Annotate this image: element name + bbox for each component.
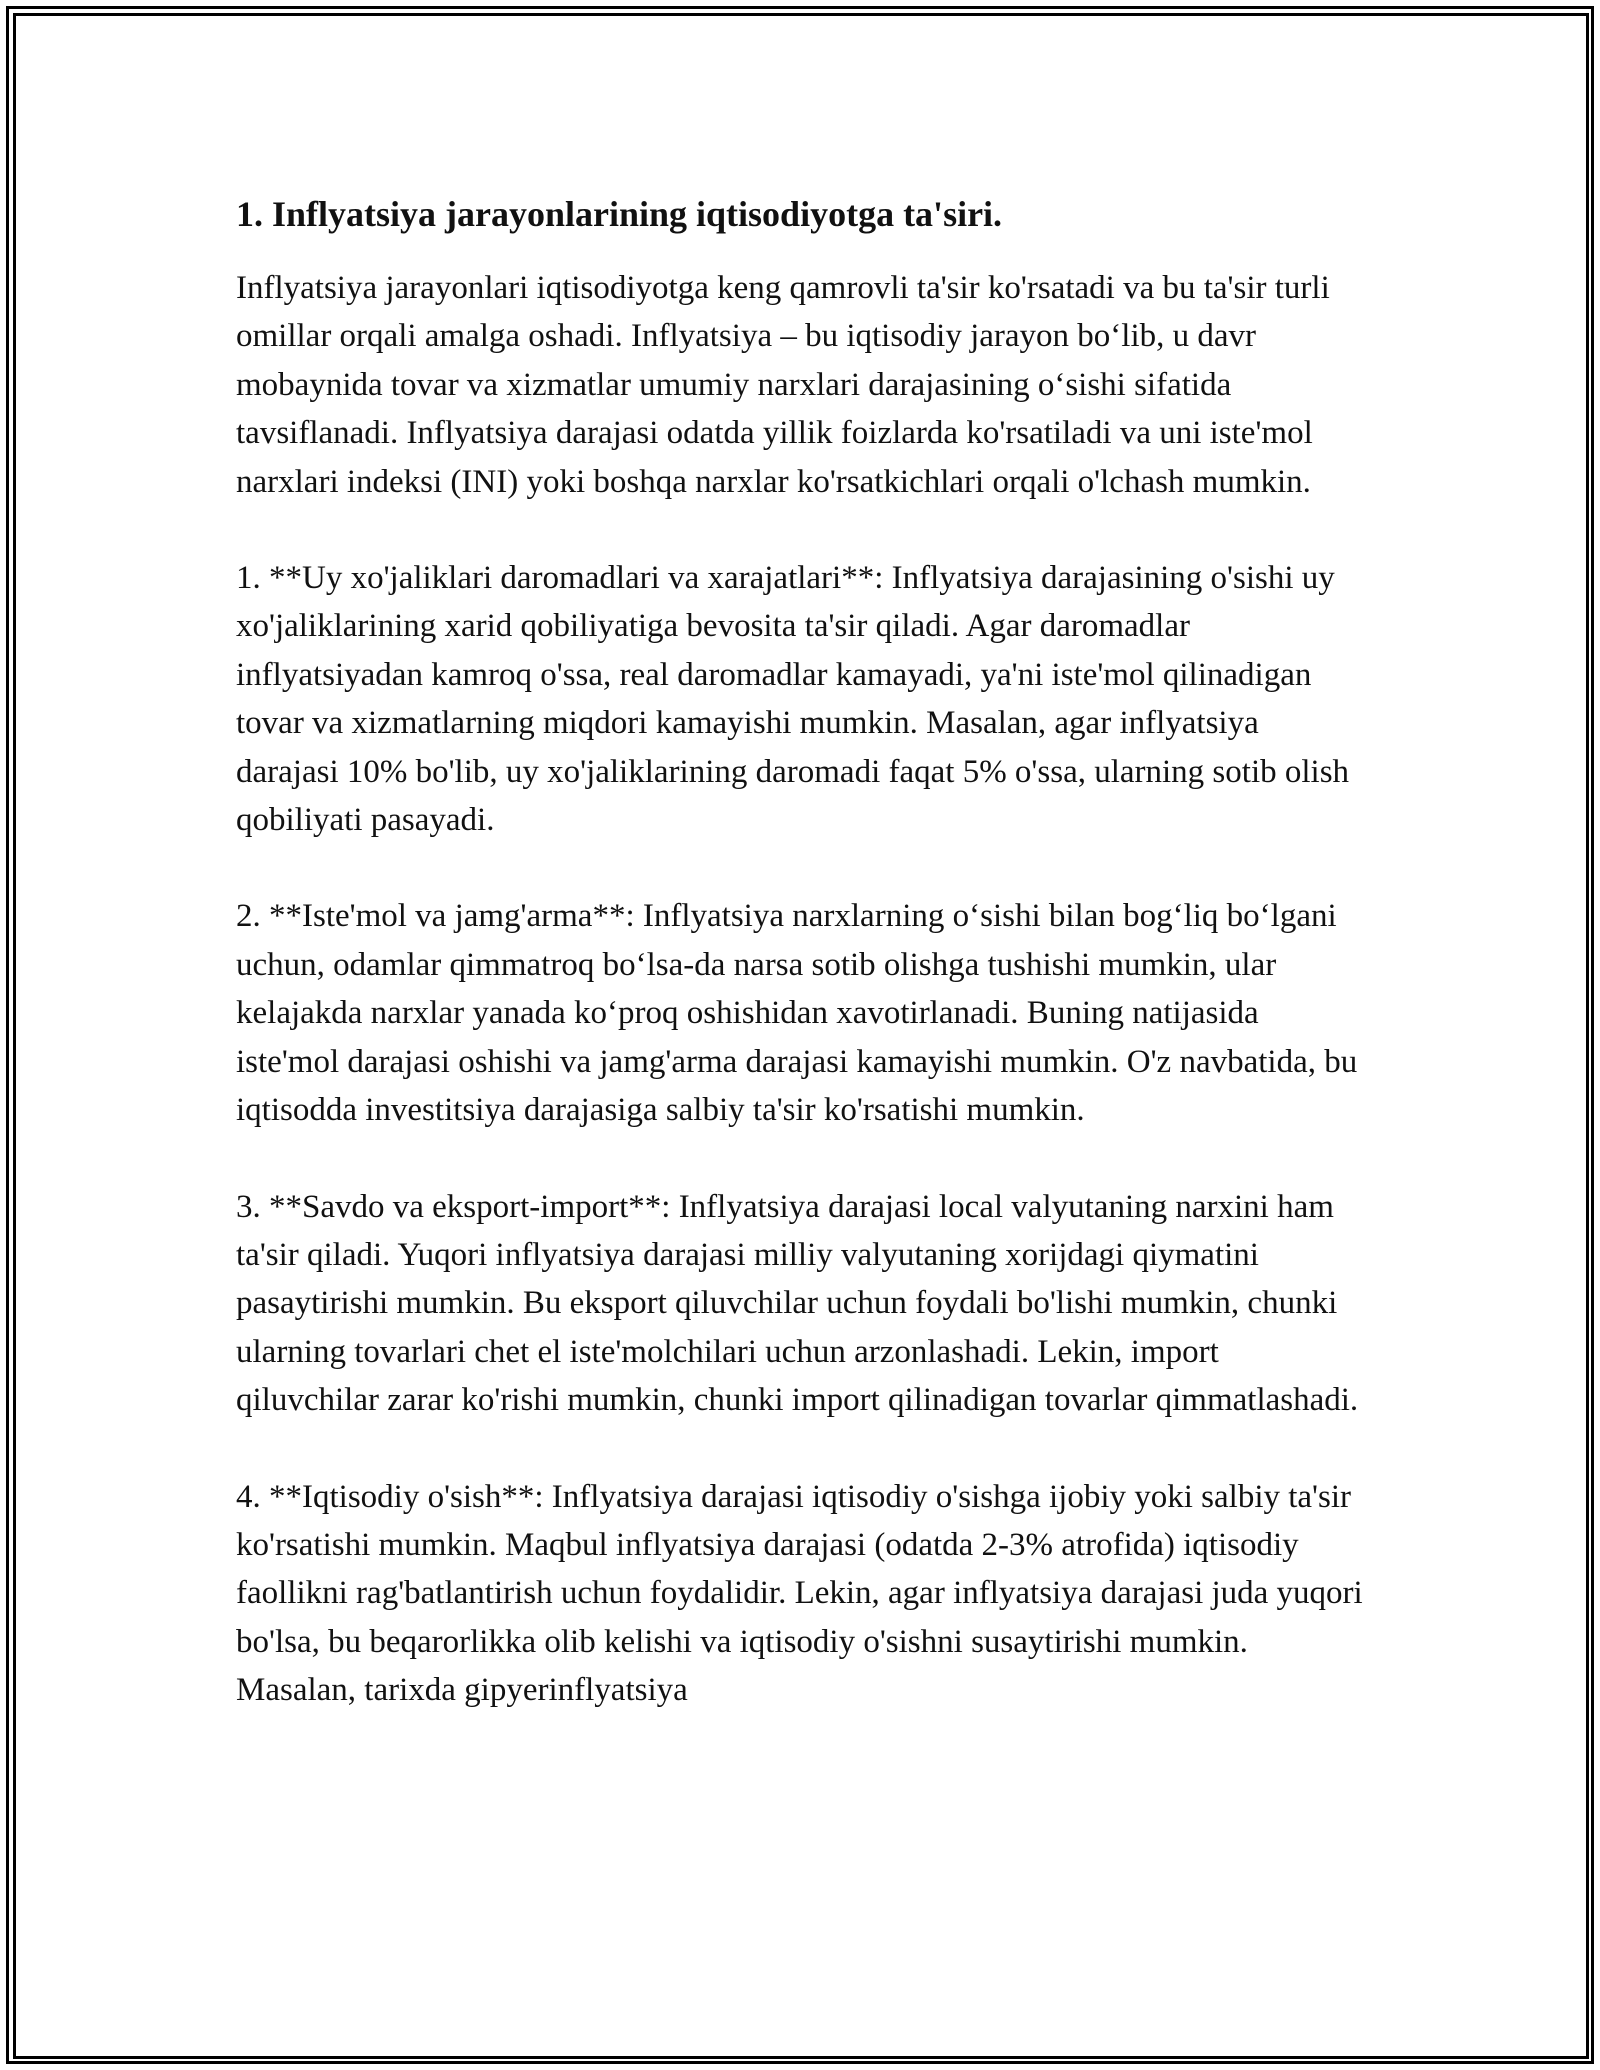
document-heading: 1. Inflyatsiya jarayonlarining iqtisodiyotga ta'siri.: [236, 194, 1003, 234]
paragraph-consumption-savings: 2. **Iste'mol va jamg'arma**: Inflyatsiya narxlarning o‘sishi bilan bog‘liq bo‘lgani uchun, odamlar qimmatroq bo‘lsa-da narsa sotib olishga tushishi mumkin, ular kelajakda narxlar yanada ko‘proq oshishidan xavotirlanadi. Buning natijasida iste'mol darajasi oshishi va jamg'arma darajasi kamayishi mumkin. O'z navbatida, bu iqtisodda investitsiya darajasiga salbiy ta'sir ko'rsatishi mumkin.: [236, 898, 1358, 1129]
document-body: [236, 190, 1366, 1763]
paragraph-trade-export-import: 3. **Savdo va eksport-import**: Inflyatsiya darajasi local valyutaning narxini ham ta'sir qiladi. Yuqori inflyatsiya darajasi milliy valyutaning xorijdagi qiymatini pasaytirishi mumkin. Bu eksport qiluvchilar uchun foydali bo'lishi mumkin, chunki ularning tovarlari chet el iste'molchilari uchun arzonlashadi. Lekin, import qiluvchilar zarar ko'rishi mumkin, chunki import qilinadigan tovarlar qimmatlashadi.: [236, 1188, 1359, 1419]
intro-paragraph: Inflyatsiya jarayonlari iqtisodiyotga keng qamrovli ta'sir ko'rsatadi va bu ta'sir turli omillar orqali amalga oshadi. Inflyatsiya – bu iqtisodiy jarayon bo‘lib, u davr mobaynida tovar va xizmatlar umumiy narxlari darajasining o‘sishi sifatida tavsiflanadi. Inflyatsiya darajasi odatda yillik foizlarda ko'rsatiladi va uni iste'mol narxlari indeksi (INI) yoki boshqa narxlar ko'rsatkichlari orqali o'lchash mumkin.: [236, 270, 1330, 500]
paragraph-household-income: 1. **Uy xo'jaliklari daromadlari va xarajatlari**: Inflyatsiya darajasining o'sishi uy xo'jaliklarining xarid qobiliyatiga bevosita ta'sir qiladi. Agar daromadlar inflyatsiyadan kamroq o'ssa, real daromadlar kamayadi, ya'ni iste'mol qilinadigan tovar va xizmatlarning miqdori kamayishi mumkin. Masalan, agar inflyatsiya darajasi 10% bo'lib, uy xo'jaliklarining daromadi faqat 5% o'ssa, ularning sotib olish qobiliyati pasayadi.: [236, 560, 1350, 839]
paragraph-economic-growth: 4. **Iqtisodiy o'sish**: Inflyatsiya darajasi iqtisodiy o'sishga ijobiy yoki salbiy ta'sir ko'rsatishi mumkin. Maqbul inflyatsiya darajasi (odatda 2-3% atrofida) iqtisodiy faollikni rag'batlantirish uchun foydalidir. Lekin, agar inflyatsiya darajasi juda yuqori bo'lsa, bu beqarorlikka olib kelishi va iqtisodiy o'sishni susaytirishi mumkin. Masalan, tarixda gipyerinflyatsiya: [236, 1478, 1363, 1709]
